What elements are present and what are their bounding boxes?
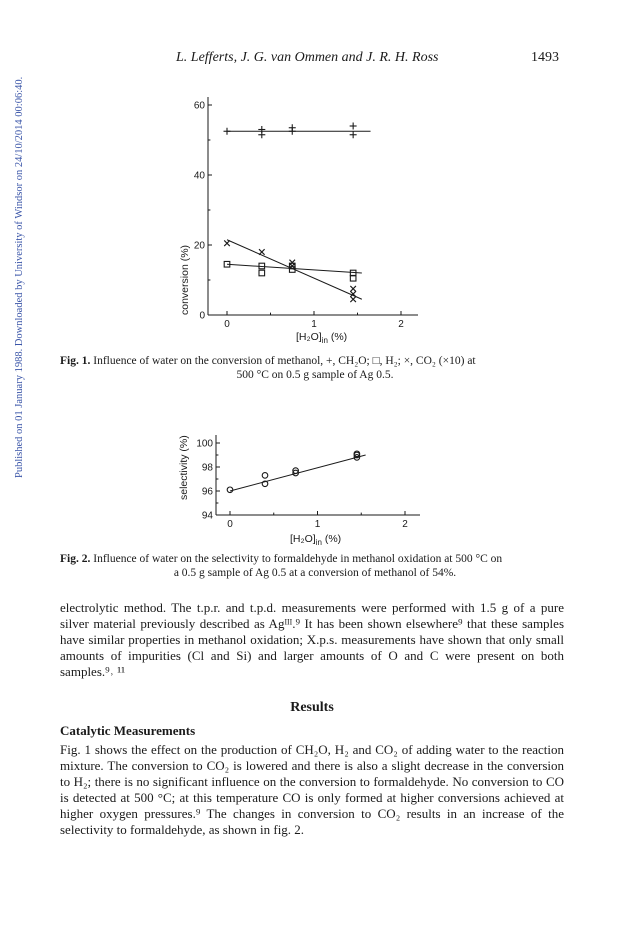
x-tick-label: 2 [398,319,404,330]
y-axis-label: selectivity (%) [178,435,190,500]
data-point-plus [350,123,357,130]
data-point-plus [258,131,265,138]
figure-2-caption-text-2: a 0.5 g sample of Ag 0.5 at a conversion of methanol of 54%. [173,567,457,579]
author-line: L. Lefferts, J. G. van Ommen and J. R. H. Ross [176,50,439,65]
y-tick-label: 0 [199,310,205,322]
figure-2 [0,400,624,548]
y-tick-label: 60 [193,100,205,112]
x-tick-label: 0 [224,319,230,330]
data-point-square [259,270,265,276]
figure-1-caption-text-2: 500 °C on 0.5 g sample of Ag 0.5. [236,369,394,381]
subsection-title: Catalytic Measurements [60,723,196,738]
data-point-plus [350,131,357,138]
body-paragraph-1: electrolytic method. The t.p.r. and t.p.d. measurements were performed with 1.5 g of a pure silver material previously described as Agᴵᴵᴵ.⁹ It has been shown elsewhere⁹ that these samples have similar properties in methanol oxidation; X.p.s. measurements have shown that only small amounts of impurities (Cl and Si) and larger amounts of O and C were present on both samples.⁹˒ ¹¹ [60,600,564,679]
figure-2-caption [60,552,570,580]
data-point-cross [224,240,230,246]
x-tick-label: 1 [314,519,321,530]
data-point-cross [259,249,265,255]
data-point-cross [350,296,356,302]
figure-1-caption [60,354,570,382]
data-point-circle [227,487,233,493]
section-title: Results [290,700,334,715]
body-paragraph-2: Fig. 1 shows the effect on the production of CH₂O, H₂ and CO₂ of adding water to the reaction mixture. The conversion to CO₂ is lowered and there is also a slight decrease in the conversion to H₂; there is no significant influence on the conversion to formaldehyde. No conversion to CO is detected at 500 °C; at this temperature CO is only formed at higher conversions achieved at higher oxygen pressures.⁹ The changes in conversion to CO₂ results in an increase of the selectivity to formaldehyde, as shown in fig. 2. [60,742,564,837]
data-point-circle [262,473,268,479]
x-axis-label: $[H_2O]_{in}$ (%) [296,331,348,345]
data-point-plus [224,128,231,135]
figure-1-plot [0,85,624,350]
figure-2-plot [0,400,624,548]
x-tick-label: 2 [402,519,408,530]
figure-1 [0,85,624,350]
y-tick-label: 100 [196,438,213,450]
figure-2-caption-label: Fig. 2. [60,553,91,565]
y-tick-label: 94 [201,510,213,522]
y-tick-label: 96 [201,486,213,498]
data-point-plus [289,128,296,135]
figure-1-caption-text: Influence of water on the conversion of methanol, +, CH₂O; □, H₂; ×, CO₂ (×10) at [93,355,476,367]
y-tick-label: 40 [193,170,205,182]
running-head [0,50,624,70]
figure-1-caption-label: Fig. 1. [60,355,91,367]
x-axis-label: $[H_2O]_{in}$ (%) [290,533,342,547]
data-point-cross [289,263,295,269]
y-tick-label: 20 [193,240,205,252]
fit-line [227,240,362,300]
page-number: 1493 [531,50,559,65]
download-watermark: Published on 01 January 1988. Downloaded by University of Windsor on 24/10/2014 00:06:40. [14,76,25,478]
x-tick-label: 1 [311,319,317,330]
y-axis-label: conversion (%) [179,244,191,315]
figure-2-caption-text: Influence of water on the selectivity to formaldehyde in methanol oxidation at 500 °C on [93,553,503,565]
data-point-cross [350,286,356,292]
x-tick-label: 0 [227,519,233,530]
y-tick-label: 98 [201,462,213,474]
